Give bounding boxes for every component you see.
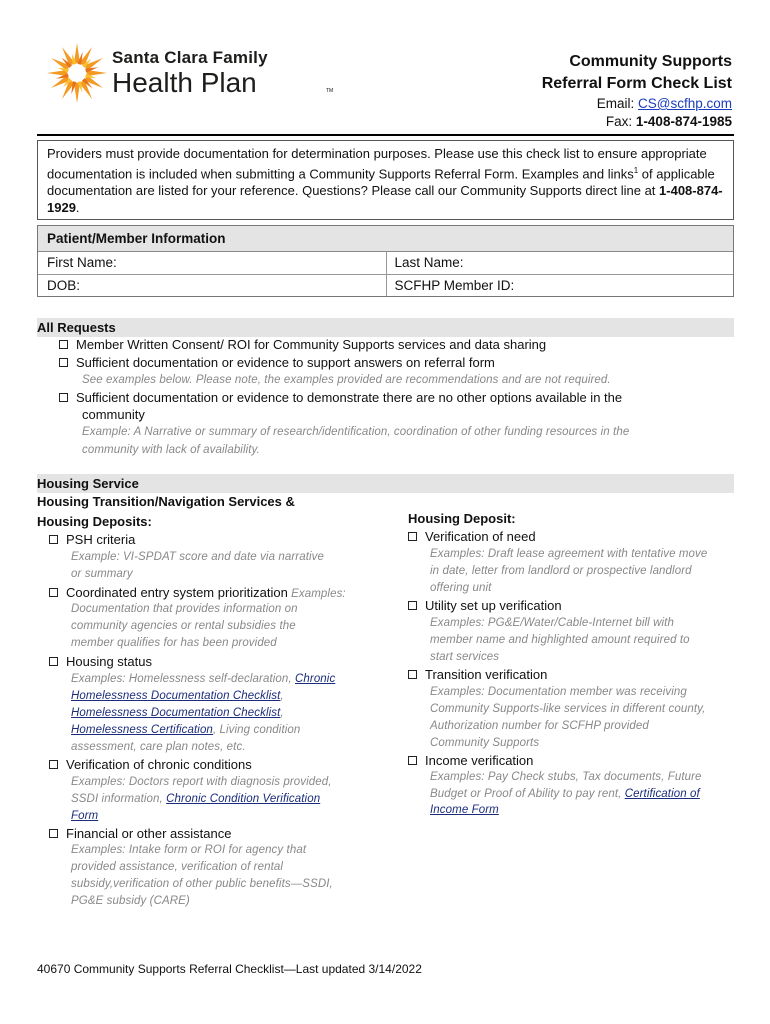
logo-trademark: TM — [326, 88, 334, 94]
checkbox-sufficient-docs[interactable] — [59, 354, 495, 372]
example-text: SSDI information, — [71, 793, 167, 805]
checkbox-psh-criteria[interactable] — [49, 531, 135, 549]
checkbox-label: Verification of chronic conditions — [66, 757, 252, 772]
housing-deposit-heading: Housing Deposit: — [408, 511, 516, 526]
email-link[interactable]: CS@scfhp.com — [638, 96, 732, 111]
example-note: community agencies or rental subsidies the — [71, 620, 296, 632]
example-note: Examples: Pay Check stubs, Tax documents, Future — [430, 771, 702, 783]
checkbox-consent[interactable] — [59, 336, 546, 354]
checkbox-icon[interactable] — [49, 588, 58, 597]
checkbox-icon[interactable] — [59, 358, 68, 367]
fax-number: 1-408-874-1985 — [635, 114, 732, 129]
member-id-field[interactable]: SCFHP Member ID: — [386, 275, 734, 296]
form-title-line2: Referral Form Check List — [541, 75, 732, 92]
fax-label: Fax: — [605, 114, 636, 129]
first-name-field[interactable]: First Name: — [47, 255, 117, 270]
example-note — [71, 791, 320, 808]
example-text: Budget or Proof of Ability to pay rent, — [430, 788, 625, 800]
intro-box — [37, 140, 734, 220]
table-row — [38, 274, 733, 296]
example-note — [430, 786, 700, 803]
scfhp-logo — [46, 40, 334, 104]
page-footer: 40670 Community Supports Referral Checklist—Last updated 3/14/2022 — [37, 962, 422, 976]
example-note: Authorization number for SCFHP provided — [430, 720, 649, 732]
checkbox-utility-setup[interactable] — [408, 597, 562, 615]
example-note — [71, 671, 335, 688]
income-form-link[interactable]: Certification of — [624, 788, 700, 800]
footnote-marker: 1 — [633, 166, 639, 175]
checkbox-housing-status[interactable] — [49, 653, 152, 671]
checkbox-chronic-conditions[interactable] — [49, 756, 252, 774]
example-note: provided assistance, verification of rental — [71, 861, 284, 873]
example-note: See examples below. Please note, the examples provided are recommendations and are not required. — [82, 374, 611, 386]
example-note: subsidy,verification of other public benefits—SSDI, — [71, 878, 333, 890]
example-note — [71, 705, 284, 722]
homelessness-certification-link[interactable]: Homelessness Certification — [71, 724, 213, 736]
checkbox-income-verification[interactable] — [408, 752, 533, 770]
example-note: Examples: Intake form or ROI for agency that — [71, 844, 307, 856]
checkbox-financial-assistance[interactable] — [49, 825, 231, 843]
email-label: Email: — [596, 96, 639, 111]
housing-deposits-subheading: Housing Deposits: — [37, 514, 152, 529]
intro-phone: 1-408-874-1929 — [47, 183, 723, 216]
example-note — [71, 722, 300, 739]
checkbox-icon[interactable] — [49, 829, 58, 838]
fax-line — [542, 113, 732, 131]
example-note: Example: VI-SPDAT score and date via narrative — [71, 551, 325, 563]
dob-field[interactable]: DOB: — [47, 278, 81, 293]
intro-text-b: of applicable documentation are listed for your reference. Questions? Please call our Community Supports direct line at — [47, 166, 715, 199]
example-note: PG&E subsidy (CARE) — [71, 895, 190, 907]
example-note: or summary — [71, 568, 133, 580]
checkbox-label: Member Written Consent/ ROI for Community Supports services and data sharing — [76, 337, 547, 352]
form-header — [542, 51, 732, 131]
logo-line1: Santa Clara Family — [112, 48, 268, 67]
example-note — [71, 688, 284, 705]
example-text: Examples: Homelessness self-declaration, — [71, 673, 295, 685]
example-note: Examples: — [287, 588, 346, 600]
intro-end: . — [75, 200, 80, 216]
checkbox-transition-verification[interactable] — [408, 666, 547, 684]
chronic-condition-form-link[interactable]: Form — [71, 810, 99, 822]
example-note: start services — [430, 651, 500, 663]
checkbox-icon[interactable] — [408, 756, 417, 765]
all-requests-heading: All Requests — [37, 318, 734, 337]
checkbox-icon[interactable] — [408, 532, 417, 541]
patient-member-heading: Patient/Member Information — [38, 226, 733, 252]
example-note: Documentation that provides information on — [71, 603, 298, 615]
patient-member-table — [37, 225, 734, 297]
checkbox-label: Income verification — [425, 753, 534, 768]
housing-transition-subheading: Housing Transition/Navigation Services & — [37, 494, 295, 509]
intro-text-a: Providers must provide documentation for determination purposes. Please use this check list to ensure appropriate documentation is included when submitting a Community Supports Referral Form. Examples and links — [47, 146, 707, 182]
example-text: , — [280, 707, 284, 719]
example-note: member qualifies for has been provided — [71, 637, 277, 649]
chronic-homelessness-checklist-link[interactable]: Chronic — [294, 673, 336, 685]
checkbox-label: Verification of need — [425, 529, 536, 544]
checkbox-label: Housing status — [66, 654, 152, 669]
checkbox-icon[interactable] — [408, 670, 417, 679]
checkbox-no-other-options[interactable] — [59, 389, 622, 407]
checkbox-verification-of-need[interactable] — [408, 528, 536, 546]
checkbox-label-cont: community — [82, 407, 145, 422]
income-form-link[interactable]: Income Form — [430, 804, 499, 816]
checkbox-label: Utility set up verification — [425, 598, 562, 613]
example-note: Examples: PG&E/Water/Cable-Internet bill with — [430, 617, 674, 629]
housing-service-heading: Housing Service — [37, 474, 734, 493]
chronic-homelessness-checklist-link[interactable]: Homelessness Documentation Checklist — [71, 690, 281, 702]
example-note — [71, 808, 98, 825]
example-note: in date, letter from landlord or prospective landlord — [430, 565, 692, 577]
checkbox-label: Coordinated entry system prioritization — [66, 585, 288, 600]
checkbox-icon[interactable] — [49, 657, 58, 666]
last-name-field[interactable]: Last Name: — [386, 252, 734, 274]
example-note: Examples: Doctors report with diagnosis provided, — [71, 776, 332, 788]
checkbox-label: Sufficient documentation or evidence to support answers on referral form — [76, 355, 495, 370]
example-note: community with lack of availability. — [82, 444, 260, 456]
checkbox-label: Sufficient documentation or evidence to demonstrate there are no other options available in the — [76, 390, 623, 405]
example-note: Community Supports — [430, 737, 540, 749]
checkbox-label: Transition verification — [425, 667, 548, 682]
checkbox-icon[interactable] — [59, 340, 68, 349]
checkbox-icon[interactable] — [408, 601, 417, 610]
example-note: Examples: Documentation member was receiving — [430, 686, 687, 698]
example-note — [430, 802, 499, 819]
example-note: offering unit — [430, 582, 492, 594]
example-text: , Living condition — [212, 724, 301, 736]
email-line — [542, 95, 732, 113]
logo-line2: Health Plan — [112, 67, 257, 98]
example-note: Community Supports-like services in different county, — [430, 703, 706, 715]
example-note: Examples: Draft lease agreement with tentative move — [430, 548, 708, 560]
homelessness-checklist-link[interactable]: Homelessness Documentation Checklist — [71, 707, 281, 719]
checkbox-icon[interactable] — [49, 535, 58, 544]
example-note: member name and highlighted amount required to — [430, 634, 690, 646]
example-note: Example: A Narrative or summary of research/identification, coordination of other funding resources in the — [82, 426, 630, 438]
chronic-condition-form-link[interactable]: Chronic Condition Verification — [166, 793, 321, 805]
example-note: assessment, care plan notes, etc. — [71, 741, 246, 753]
example-text: , — [280, 690, 284, 702]
form-title-line1: Community Supports — [569, 53, 732, 70]
checkbox-icon[interactable] — [59, 393, 68, 402]
checkbox-label: Financial or other assistance — [66, 826, 232, 841]
sunburst-logo-icon — [46, 40, 108, 104]
checkbox-icon[interactable] — [49, 760, 58, 769]
checkbox-label: PSH criteria — [66, 532, 136, 547]
header-divider — [37, 134, 734, 136]
table-row — [38, 252, 733, 274]
